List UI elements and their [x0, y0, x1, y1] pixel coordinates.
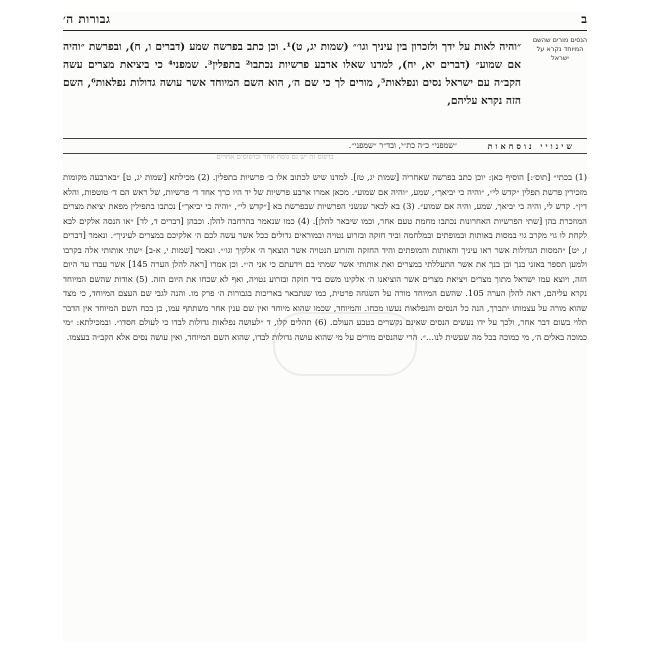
footnotes-text: (1) בכתי״ [תוס׳:] הוסיף כאן: יוכן כתב בפרשה שאחריה [שמות יג, טז]. למדנו שיש לכתוב אלו ב׳ פרשיות בתפלין. (2) מכילתא [שמות יג, ט] ״בארבעה מקומות מזכירין פרשת תפלין ״קדש לי״, ״והיה כי יביאך״, שמע, ״והיה אם שמוע״. מכאן אמרו ארבע פרשיות של יד היו כרך אחד ד׳ פרשיות, של ראש הם ד׳ טוטפות, והלא דין״. קדש לי, והיה כי יביאך, שמע, והיה אם שמוע״. (3) בא לבאר שנשני הפרשיות שבפרשת בא [״קדש לי״, ״והיה כי יביאך״] נכתבו בתפילין מפאת יציאת מצרים המוזכרת בהן [שתי הפרשיות האחרונות נכתבו מחמת טעם אחר, וכמו שיבאר להלן]. (4) כמו שנאמר בהרחבה להלן. וכבהן [דברים ד, לד] ״או הנסה אלקים לבא לקחת לו גוי מקרב גוי במסות באותות ובמופתים ובמלחמה וביד חזקה ובזרוע נטויה ובמוראים גדולים ככל אשר עשה לכם ה׳ אלקיכם במצרים לעיניך״. ונאמר [דברים ז, יט] ״המסות הגדולות אשר ראו עיניך והאותות והמופתים והיד החזקה והזרוע הנטויה אשר הוצאך ה׳ אלקיך וגו׳״. ונאמר [שמות י, א-ב] ״שתי אותותי אלה בקרבו ולמען תספר באזני בנך ובן בנך את אשר התעללתי במצרים ואת אותותי אשר שמתי בם וידעתם כי אני ה׳״. וכן אמרו [ראה להלן הערה 145] אשר עבדו עד היום הזה, ויוצא עמו ישראל מתוך מצרים ויציאת מצרים אשר הוציאנו ה׳ אלקינו משם ביד חזקה ובזרוע נטויה, ואף לא שכחו את היום הזה. (5) אודות שהשם המיוחד נקרא עליהם, ראה להלן הערה 105. שהשם המיוחד מורה על השגחה פרטית, כמו שנתבאר באריכות בגבורות ה׳ פרק מו. והנה לגבי שם העצם המיוחד, כי מצד שהוא מורה על עצמותו יתברך, הנה כל הנסים והנפלאות נעשו מכחו. והמיוחד, שכמו שהוא מיוחד ואין שם ענין אחר משתתף עמו, כן בכח השם המיוחד אין הדבר תלוי בשום דבר אחר, ולכך על ידו נעשים הנסים שאינם נקשרים בטבע העולם. (6) תהלים קלו, ד ״לעושה נפלאות גדולות לבדו כי לעולם חסדו״. ובמכילתא: ״מי כמוכה באלים ה׳, מי כמוכה בכל מה שעשית לנו...״. הרי שהנסים מורים על מי שהוא עושה גדולות לבדו, שהוא השם המיוחד, ואין עושה נסים אלא הקב״ה בעצמו.	[63, 172, 587, 342]
running-header	[63, 12, 587, 31]
variants-section	[63, 138, 587, 154]
faint-line: בדפוס זה יש גם נוסח אחר ובדפוסים אחרים	[216, 153, 334, 161]
book-title: גבורות ה׳	[63, 12, 111, 26]
document-page	[63, 12, 587, 642]
main-paragraph: ״והיה לאות על ידך ולזכרון בין עיניך וגו׳״ (שמות יג, ט)¹. וכן כתב בפרשה שמע (דברים ו, ח), ובפרשת ״והיה אם שמוע״ (דברים יא, יח), למדנו שאלו ארבע פרשיות נכתבו² בתפלין³. שמפני⁴ כי ביציאת מצרים עשה הקב״ה עם ישראל נסים ונפלאות⁵, מורים לך כי שם ה׳, הוא השם המיוחד אשר עושה גדולות נפלאות⁶, השם הזה נקרא עליהם,	[63, 41, 521, 107]
footnotes	[63, 170, 587, 640]
main-text	[63, 38, 521, 110]
variants-label: שינויי נוסחאות	[487, 141, 575, 151]
margin-note: הנסים מורים שהשם המיוחד נקרא על ישראל	[532, 36, 588, 62]
page-letter: ב	[581, 12, 587, 26]
variants-text: ״שמפני״ כ״ה כת״י, ובד״ר ״שמפני״.	[348, 141, 457, 150]
